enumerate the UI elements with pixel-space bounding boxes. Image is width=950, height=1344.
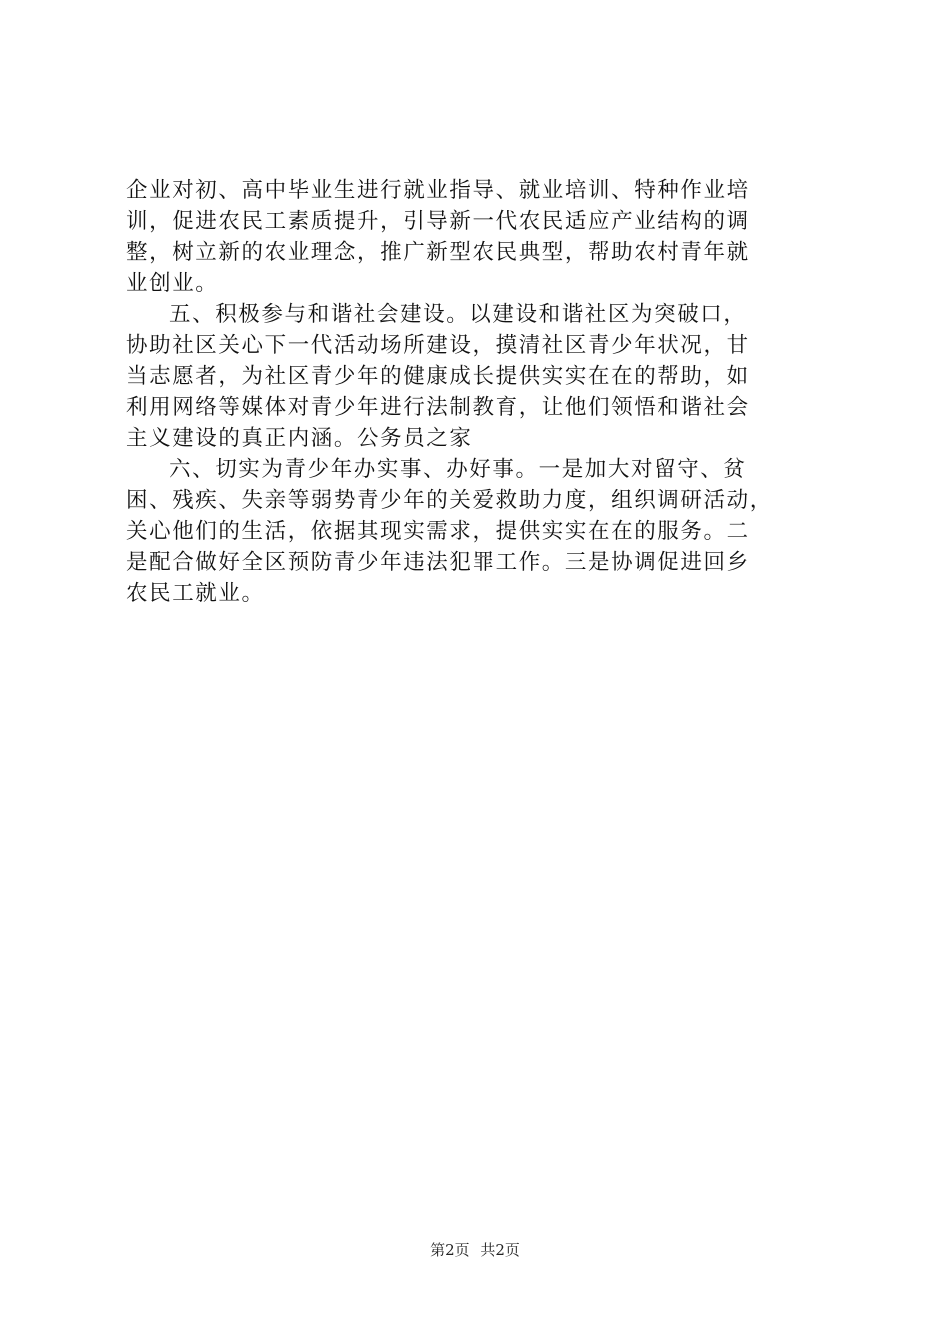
- paragraph-five-start: 五、积极参与和谐社会建设。以建设和谐社区为突破口，: [169, 302, 747, 327]
- page-total: 共2页: [480, 1241, 520, 1259]
- text-line: 农民工就业。: [126, 581, 265, 606]
- text-line: 训，促进农民工素质提升，引导新一代农民适应产业结构的调: [126, 209, 750, 234]
- text-line: 主义建设的真正内涵。公务员之家: [126, 426, 473, 451]
- text-line: 困、残疾、失亲等弱势青少年的关爱救助力度，组织调研活动，: [126, 488, 773, 513]
- text-line: 企业对初、高中毕业生进行就业指导、就业培训、特种作业培: [126, 178, 750, 203]
- paragraph-six-start: 六、切实为青少年办实事、办好事。一是加大对留守、贫: [169, 457, 747, 482]
- text-line: 关心他们的生活，依据其现实需求，提供实实在在的服务。二: [126, 519, 750, 544]
- text-line: 是配合做好全区预防青少年违法犯罪工作。三是协调促进回乡: [126, 550, 750, 575]
- document-body: [126, 175, 846, 609]
- page-footer: [0, 1240, 950, 1260]
- text-line: 协助社区关心下一代活动场所建设，摸清社区青少年状况，甘: [126, 333, 750, 358]
- text-line: 业创业。: [126, 271, 219, 296]
- page-number: 第2页: [430, 1241, 470, 1259]
- text-line: 当志愿者，为社区青少年的健康成长提供实实在在的帮助，如: [126, 364, 750, 389]
- text-line: 整，树立新的农业理念，推广新型农民典型，帮助农村青年就: [126, 240, 750, 265]
- text-line: 利用网络等媒体对青少年进行法制教育，让他们领悟和谐社会: [126, 395, 750, 420]
